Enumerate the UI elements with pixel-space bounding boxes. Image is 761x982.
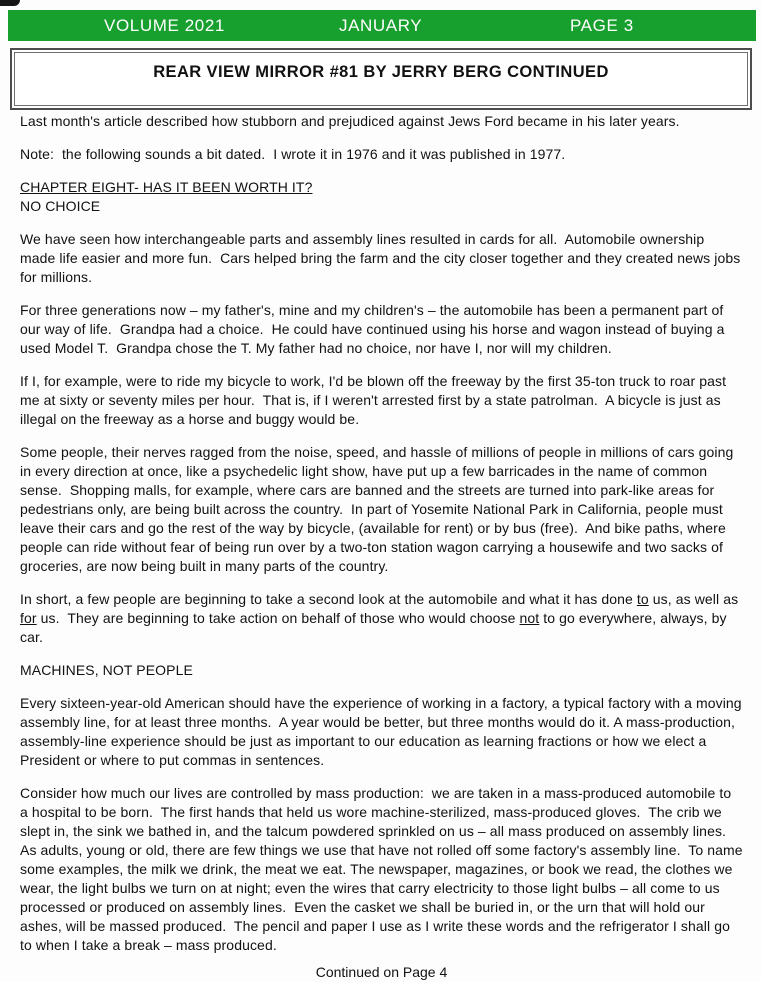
paragraph-note: Note: the following sounds a bit dated. I wrote it in 1976 and it was published in 1977. [20, 146, 566, 162]
in-short-segment: us, as well as [648, 591, 743, 607]
paragraph-bicycle: If I, for example, were to ride my bicycle to work, I'd be blown off the freeway by the first 35-ton truck to roar past me at sixty or seventy miles per hour. That is, if I weren't arrested first by a state patrolman. A bicycle is just as illegal on the freeway as a horse and buggy would be. [20, 373, 731, 427]
article-title: REAR VIEW MIRROR #81 BY JERRY BERG CONTINUED [153, 63, 609, 81]
scan-artifact-mark [0, 0, 20, 6]
underlined-word-for: for [20, 610, 37, 626]
article-title-box-inner [14, 52, 748, 106]
article-body [0, 112, 761, 982]
paragraph-we-have-seen: We have seen how interchangeable parts and assembly lines resulted in cards for all. Automobile ownership made life easier and more fun. Cars helped bring the farm and the city closer together and they created news jobs for millions. [20, 231, 745, 285]
paragraph-some-people: Some people, their nerves ragged from the noise, speed, and hassle of millions of people in millions of cars going in every direction at once, like a psychedelic light show, have put up a few barricades in the name of common sense. Shopping malls, for example, where cars are banned and the streets are turned into park-like areas for pedestrians only, are being built across the country. In part of Yosemite National Park in California, people must leave their cars and go the rest of the way by bicycle, (available for rent) or by bus (free). And bike paths, where people can ride without fear of being run over by a two-ton station wagon carrying a housewife and two sacks of groceries, are now being built in many parts of the country. [20, 444, 738, 574]
paragraph-three-generations: For three generations now – my father's, mine and my children's – the automobile has been a permanent part of our way of life. Grandpa had a choice. He could have continued using his horse and wagon instead of buying a used Model T. Grandpa chose the T. My father had no choice, nor have I, nor will my children. [20, 302, 729, 356]
header-volume-label: VOLUME 2021 [104, 16, 225, 35]
heading-chapter-eight: CHAPTER EIGHT- HAS IT BEEN WORTH IT? [20, 179, 313, 195]
paragraph-sixteen-year-old: Every sixteen-year-old American should have the experience of working in a factory, a typical factory with a moving assembly line, for at least three months. A year would be better, but three months would do it. A mass-production, assembly-line experience should be just as important to our education as learning fractions or how we elect a President or where to put commas in sentences. [20, 695, 746, 768]
paragraph-last-month: Last month's article described how stubborn and prejudiced against Jews Ford became in his later years. [20, 113, 680, 129]
article-title-box [10, 48, 752, 110]
heading-no-choice: NO CHOICE [20, 198, 101, 214]
header-month-label: JANUARY [339, 16, 423, 35]
in-short-segment: In short, a few people are beginning to take a second look at the automobile and what it has done [20, 591, 637, 607]
chapter-heading-group [20, 178, 743, 216]
paragraph-mass-production: Consider how much our lives are controlled by mass production: we are taken in a mass-produced automobile to a hospital to be born. The first hands that held us wore machine-sterilized, mass-produced gloves. The crib we slept in, the sink we bathed in, and the talcum powdered sprinkled on us – all mass produced on assembly lines. As adults, young or old, there are few things we use that have not rolled off some factory's assembly line. To name some examples, the milk we drink, the meat we eat. The newspaper, magazines, or book we read, the clothes we wear, the light bulbs we turn on at night; even the wires that carry electricity to those light bulbs – all come to us processed or produced on assembly lines. Even the casket we shall be buried in, or the urn that will hold our ashes, will be massed produced. The pencil and paper I use as I write these words and the refrigerator I shall go to when I take a break – mass produced. [20, 785, 747, 953]
footer-continued: Continued on Page 4 [315, 964, 448, 980]
heading-machines-not-people: MACHINES, NOT PEOPLE [20, 662, 193, 678]
underlined-word-not: not [519, 610, 540, 626]
header-bar [8, 10, 756, 41]
in-short-segment: to go everywhere, always, by car. [20, 610, 731, 645]
paragraph-in-short [20, 590, 743, 647]
header-page-label: PAGE 3 [570, 16, 634, 35]
underlined-word-to: to [636, 591, 649, 607]
in-short-segment: us. They are beginning to take action on behalf of those who would choose [36, 610, 520, 626]
